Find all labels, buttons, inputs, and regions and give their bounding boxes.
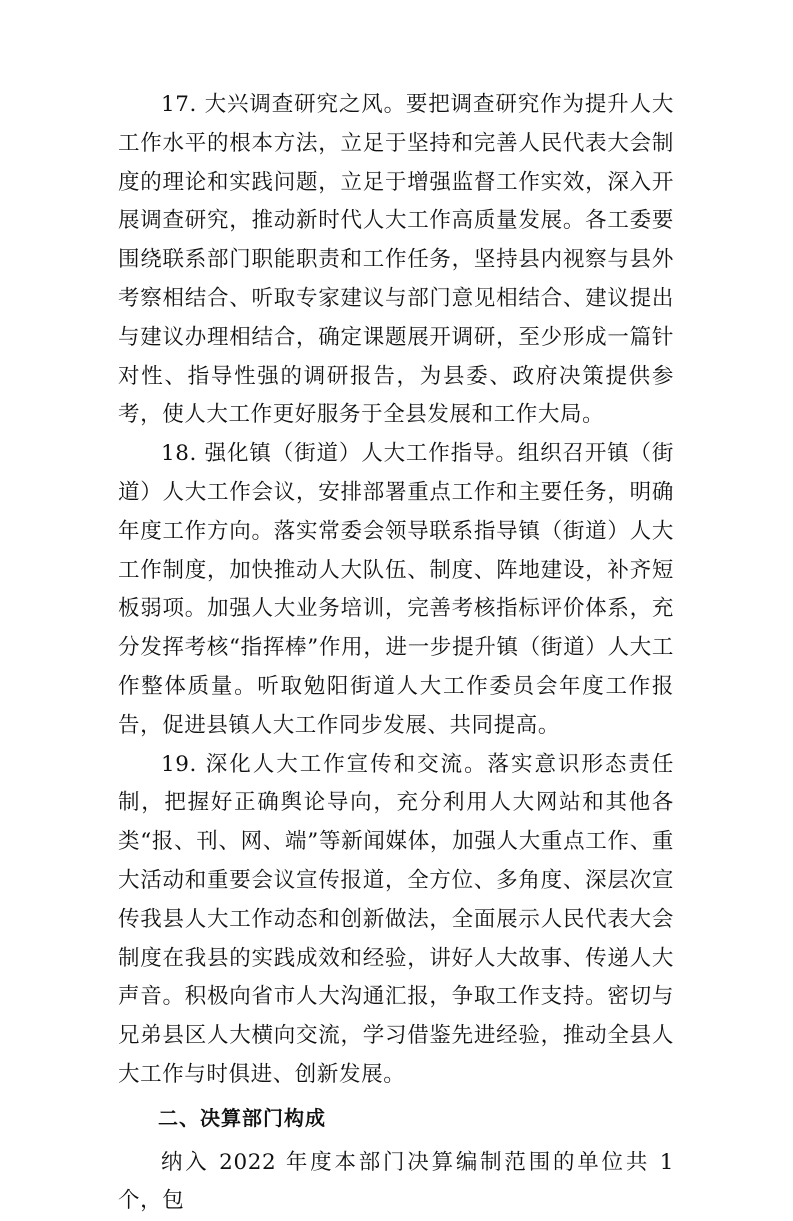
paragraph-18: 18. 强化镇（街道）人大工作指导。组织召开镇（街道）人大工作会议，安排部署重点工作和主要任务，明确年度工作方向。落实常委会领导联系指导镇（街道）人大工作制度，加快推动人大队伍、制度、阵地建设，补齐短板弱项。加强人大业务培训，完善考核指标评价体系，充分发挥考核“指挥棒”作用，进一步提升镇（街道）人大工作整体质量。听取勉阳街道人大工作委员会年度工作报告，促进县镇人大工作同步发展、共同提高。 xyxy=(118,441,674,738)
paragraph-budget-scope: 纳入 2022 年度本部门决算编制范围的单位共 1 个，包 xyxy=(118,1149,674,1214)
paragraph-17: 17. 大兴调查研究之风。要把调查研究作为提升人大工作水平的根本方法，立足于坚持和完善人民代表大会制度的理论和实践问题，立足于增强监督工作实效，深入开展调查研究，推动新时代人大工作高质量发展。各工委要围绕联系部门职能职责和工作任务，坚持县内视察与县外考察相结合、听取专家建议与部门意见相结合、建议提出与建议办理相结合，确定课题展开调研，至少形成一篇针对性、指导性强的调研报告，为县委、政府决策提供参考，使人大工作更好服务于全县发展和工作大局。 xyxy=(118,92,674,428)
paragraph-19: 19. 深化人大工作宣传和交流。落实意识形态责任制，把握好正确舆论导向，充分利用人大网站和其他各类“报、刊、网、端”等新闻媒体，加强人大重点工作、重大活动和重要会议宣传报道，全方位、多角度、深层次宣传我县人大工作动态和创新做法，全面展示人民代表大会制度在我县的实践成效和经验，讲好人大故事、传递人大声音。积极向省市人大沟通汇报，争取工作支持。密切与兄弟县区人大横向交流，学习借鉴先进经验，推动全县人大工作与时俱进、创新发展。 xyxy=(118,751,674,1087)
document-body xyxy=(118,86,674,1221)
section-heading: 二、决算部门构成 xyxy=(158,1105,326,1130)
